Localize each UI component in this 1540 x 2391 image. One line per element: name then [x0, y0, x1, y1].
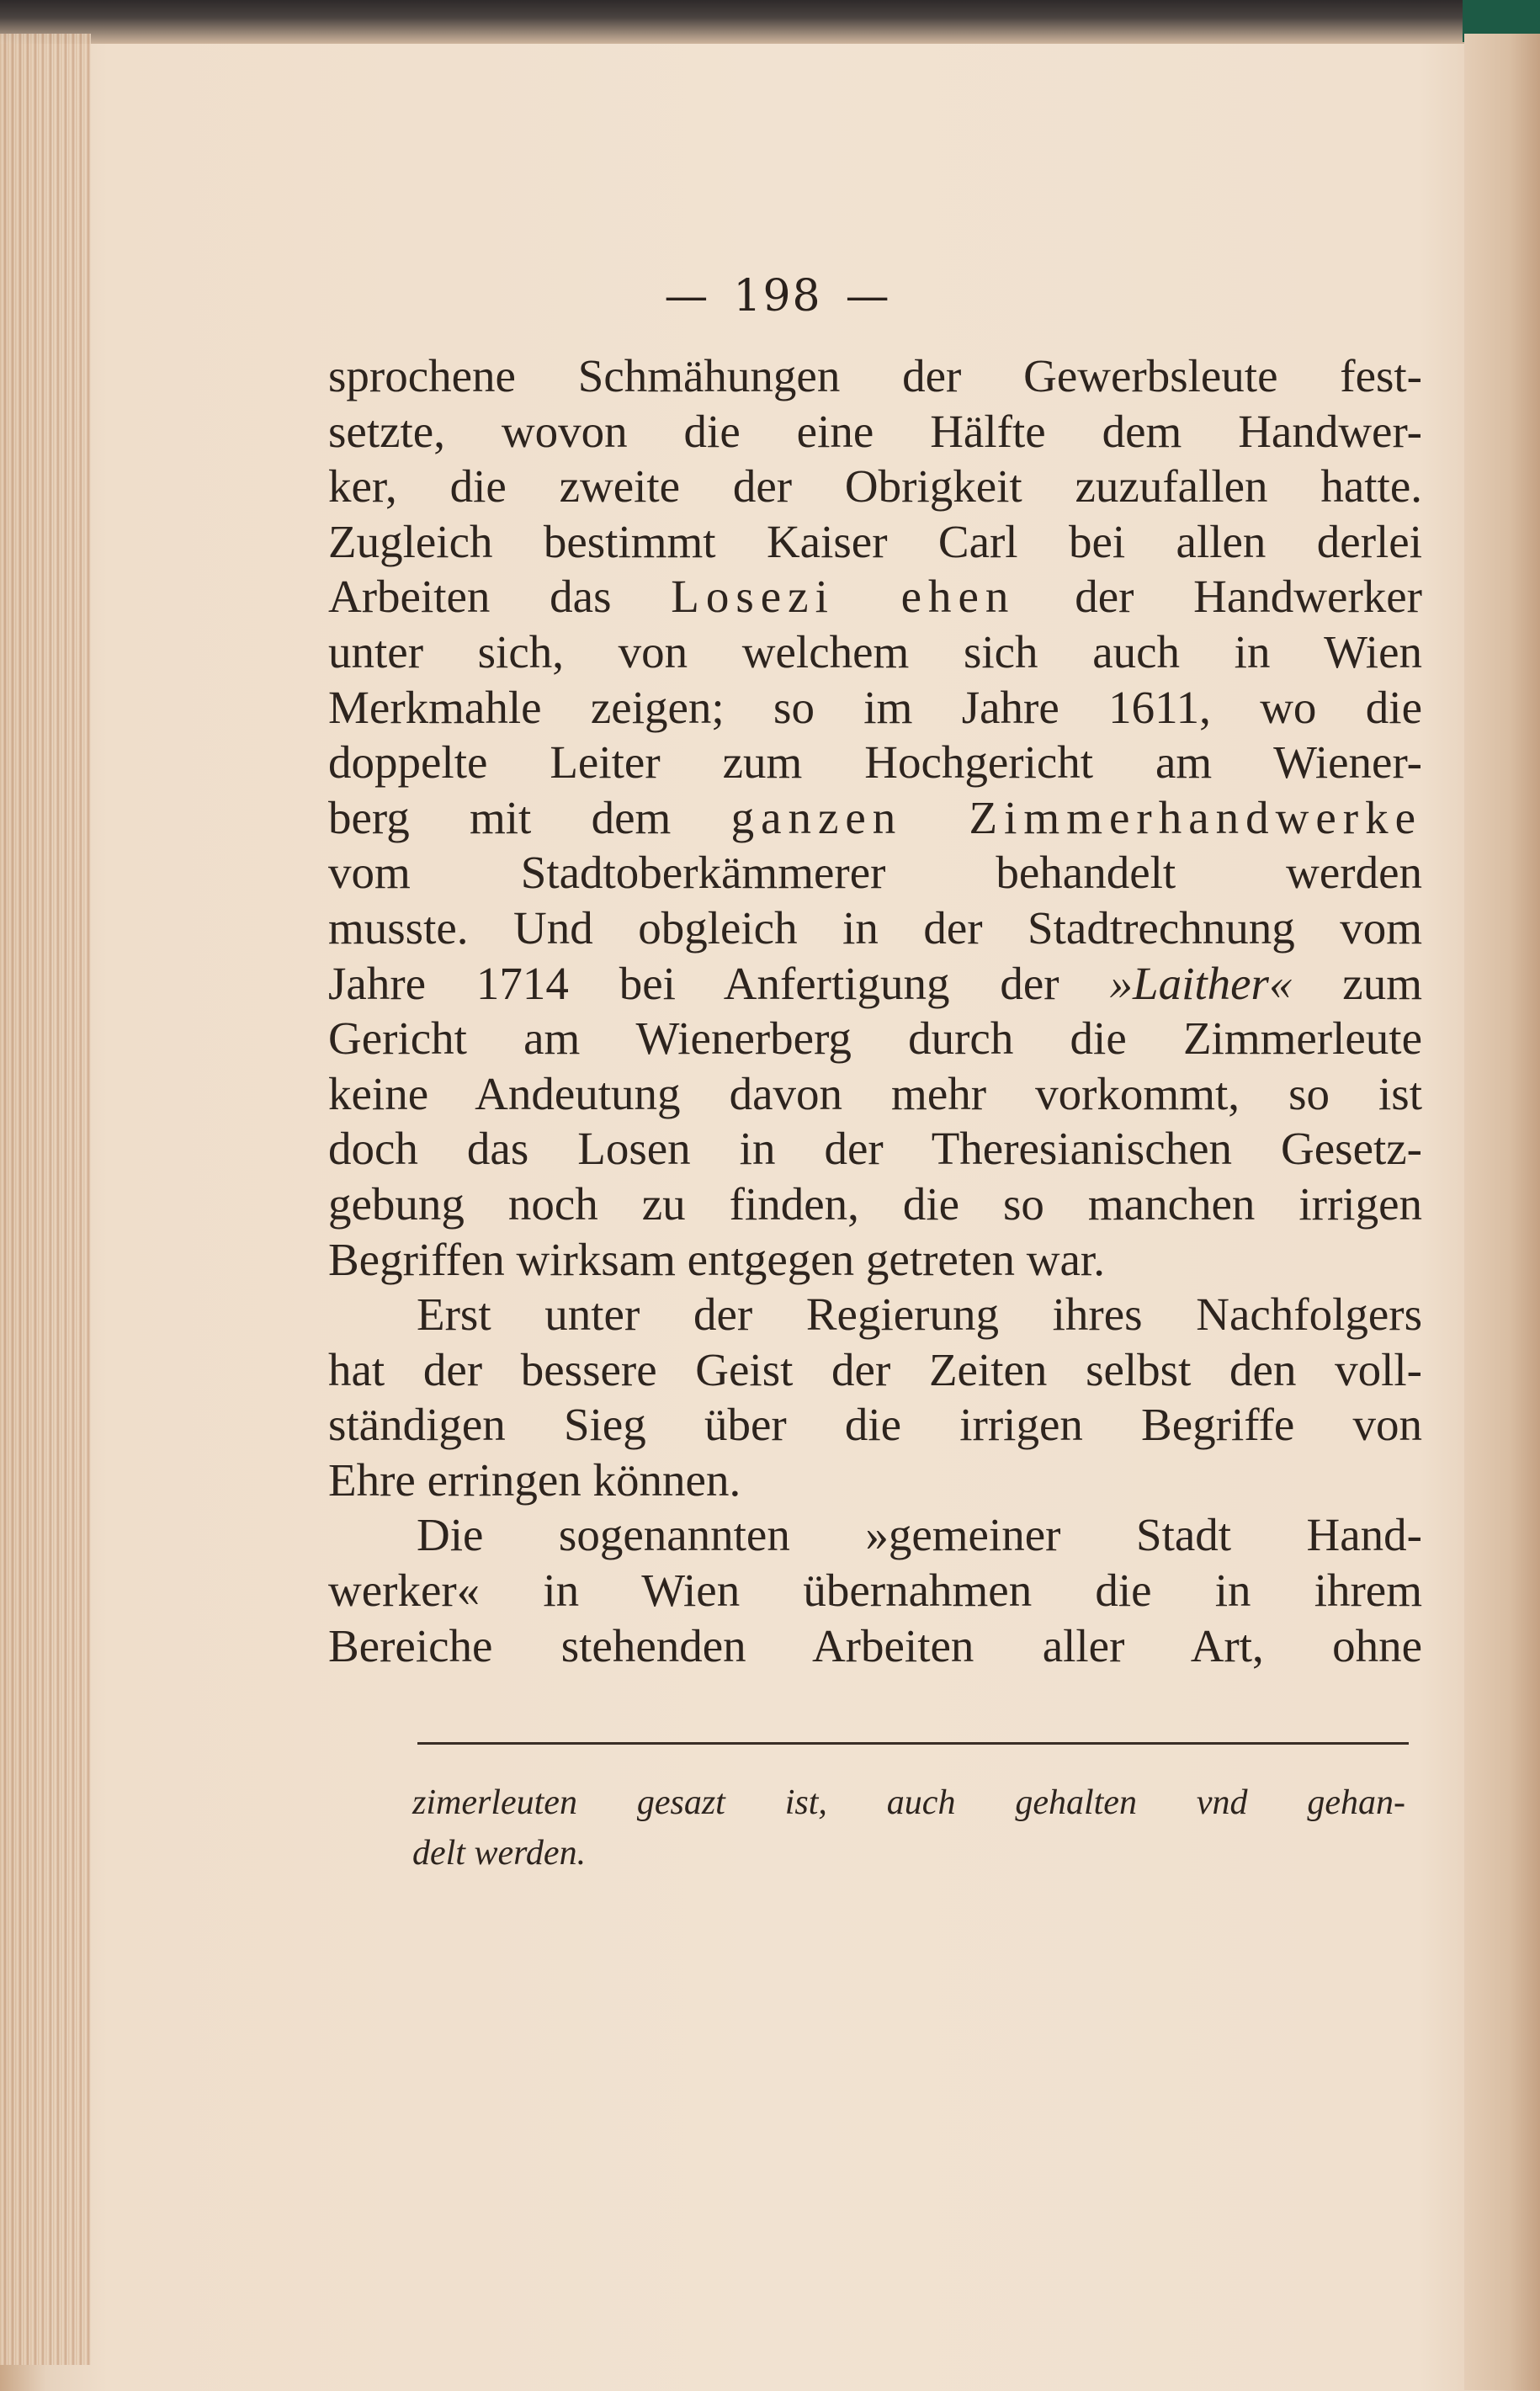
text-line: doppelte Leiter zum Hochgericht am Wiener- — [328, 736, 1422, 789]
text-line: keine Andeutung davon mehr vorkommt, so ist — [328, 1067, 1422, 1119]
book-page — [91, 44, 1464, 2367]
text-line: setzte, wovon die eine Hälfte dem Handwer- — [328, 405, 1422, 457]
text-line: Erst unter der Regierung ihres Nachfolgers — [417, 1288, 1422, 1341]
text-line: Die sogenannten »gemeiner Stadt Hand- — [417, 1509, 1422, 1561]
header-dash-left: — — [664, 271, 710, 321]
text-line: Merkmahle zeigen; so im Jahre 1611, wo die — [328, 681, 1422, 733]
footnote — [412, 1777, 1405, 1878]
page-header — [91, 271, 1464, 321]
text-line: Begriffen wirksam entgegen getreten war. — [328, 1233, 1105, 1285]
text-run: berg mit dem — [328, 791, 731, 843]
text-line: vom Stadtoberkämmerer behandelt werden — [328, 847, 1422, 899]
text-run: Arbeiten das — [328, 571, 672, 623]
italic-quote: »Laither« — [1109, 957, 1293, 1009]
book-top-edge — [0, 0, 1540, 44]
footnote-line: delt werden. — [412, 1834, 587, 1873]
facing-page-edge — [1464, 34, 1540, 2390]
text-line: hat der bessere Geist der Zeiten selbst den voll- — [328, 1343, 1422, 1395]
page-edge-stack — [0, 34, 91, 2365]
text-line: Zugleich bestimmt Kaiser Carl bei allen derlei — [328, 515, 1422, 567]
footnote-line: zimerleuten gesazt ist, auch gehalten vnd gehan- — [412, 1783, 1405, 1822]
text-run: Jahre 1714 bei Anfertigung der — [328, 957, 1110, 1009]
text-line: unter sich, von welchem sich auch in Wien — [328, 625, 1422, 677]
text-line — [328, 956, 1422, 1012]
text-line: Ehre erringen können. — [328, 1453, 741, 1506]
text-line: Gericht am Wienerberg durch die Zimmerleute — [328, 1012, 1422, 1065]
text-line: sprochene Schmähungen der Gewerbsleute fest- — [328, 350, 1422, 401]
text-line — [328, 569, 1422, 624]
text-line — [328, 790, 1422, 846]
text-run: zum — [1292, 957, 1422, 1009]
text-line: gebung noch zu finden, die so manchen irrigen — [328, 1177, 1422, 1230]
emphasized-text: Losezi ehen — [671, 571, 1016, 623]
text-line: werker« in Wien übernahmen die in ihrem — [328, 1565, 1422, 1617]
text-line: Bereiche stehenden Arbeiten aller Art, ohne — [328, 1619, 1422, 1671]
page-number: 198 — [733, 271, 822, 321]
text-line: doch das Losen in der Theresianischen Gesetz- — [328, 1123, 1422, 1175]
text-run: der Handwerker — [1015, 571, 1422, 623]
text-line: ker, die zweite der Obrigkeit zuzufallen hatte. — [328, 460, 1422, 513]
text-line: ständigen Sieg über die irrigen Begriffe von — [328, 1399, 1422, 1451]
header-dash-right: — — [845, 271, 891, 321]
text-line: musste. Und obgleich in der Stadtrechnung vom — [328, 901, 1422, 954]
footnote-divider — [417, 1742, 1409, 1745]
emphasized-text: ganzen Zimmerhandwerke — [730, 791, 1422, 843]
body-text — [328, 348, 1422, 1673]
